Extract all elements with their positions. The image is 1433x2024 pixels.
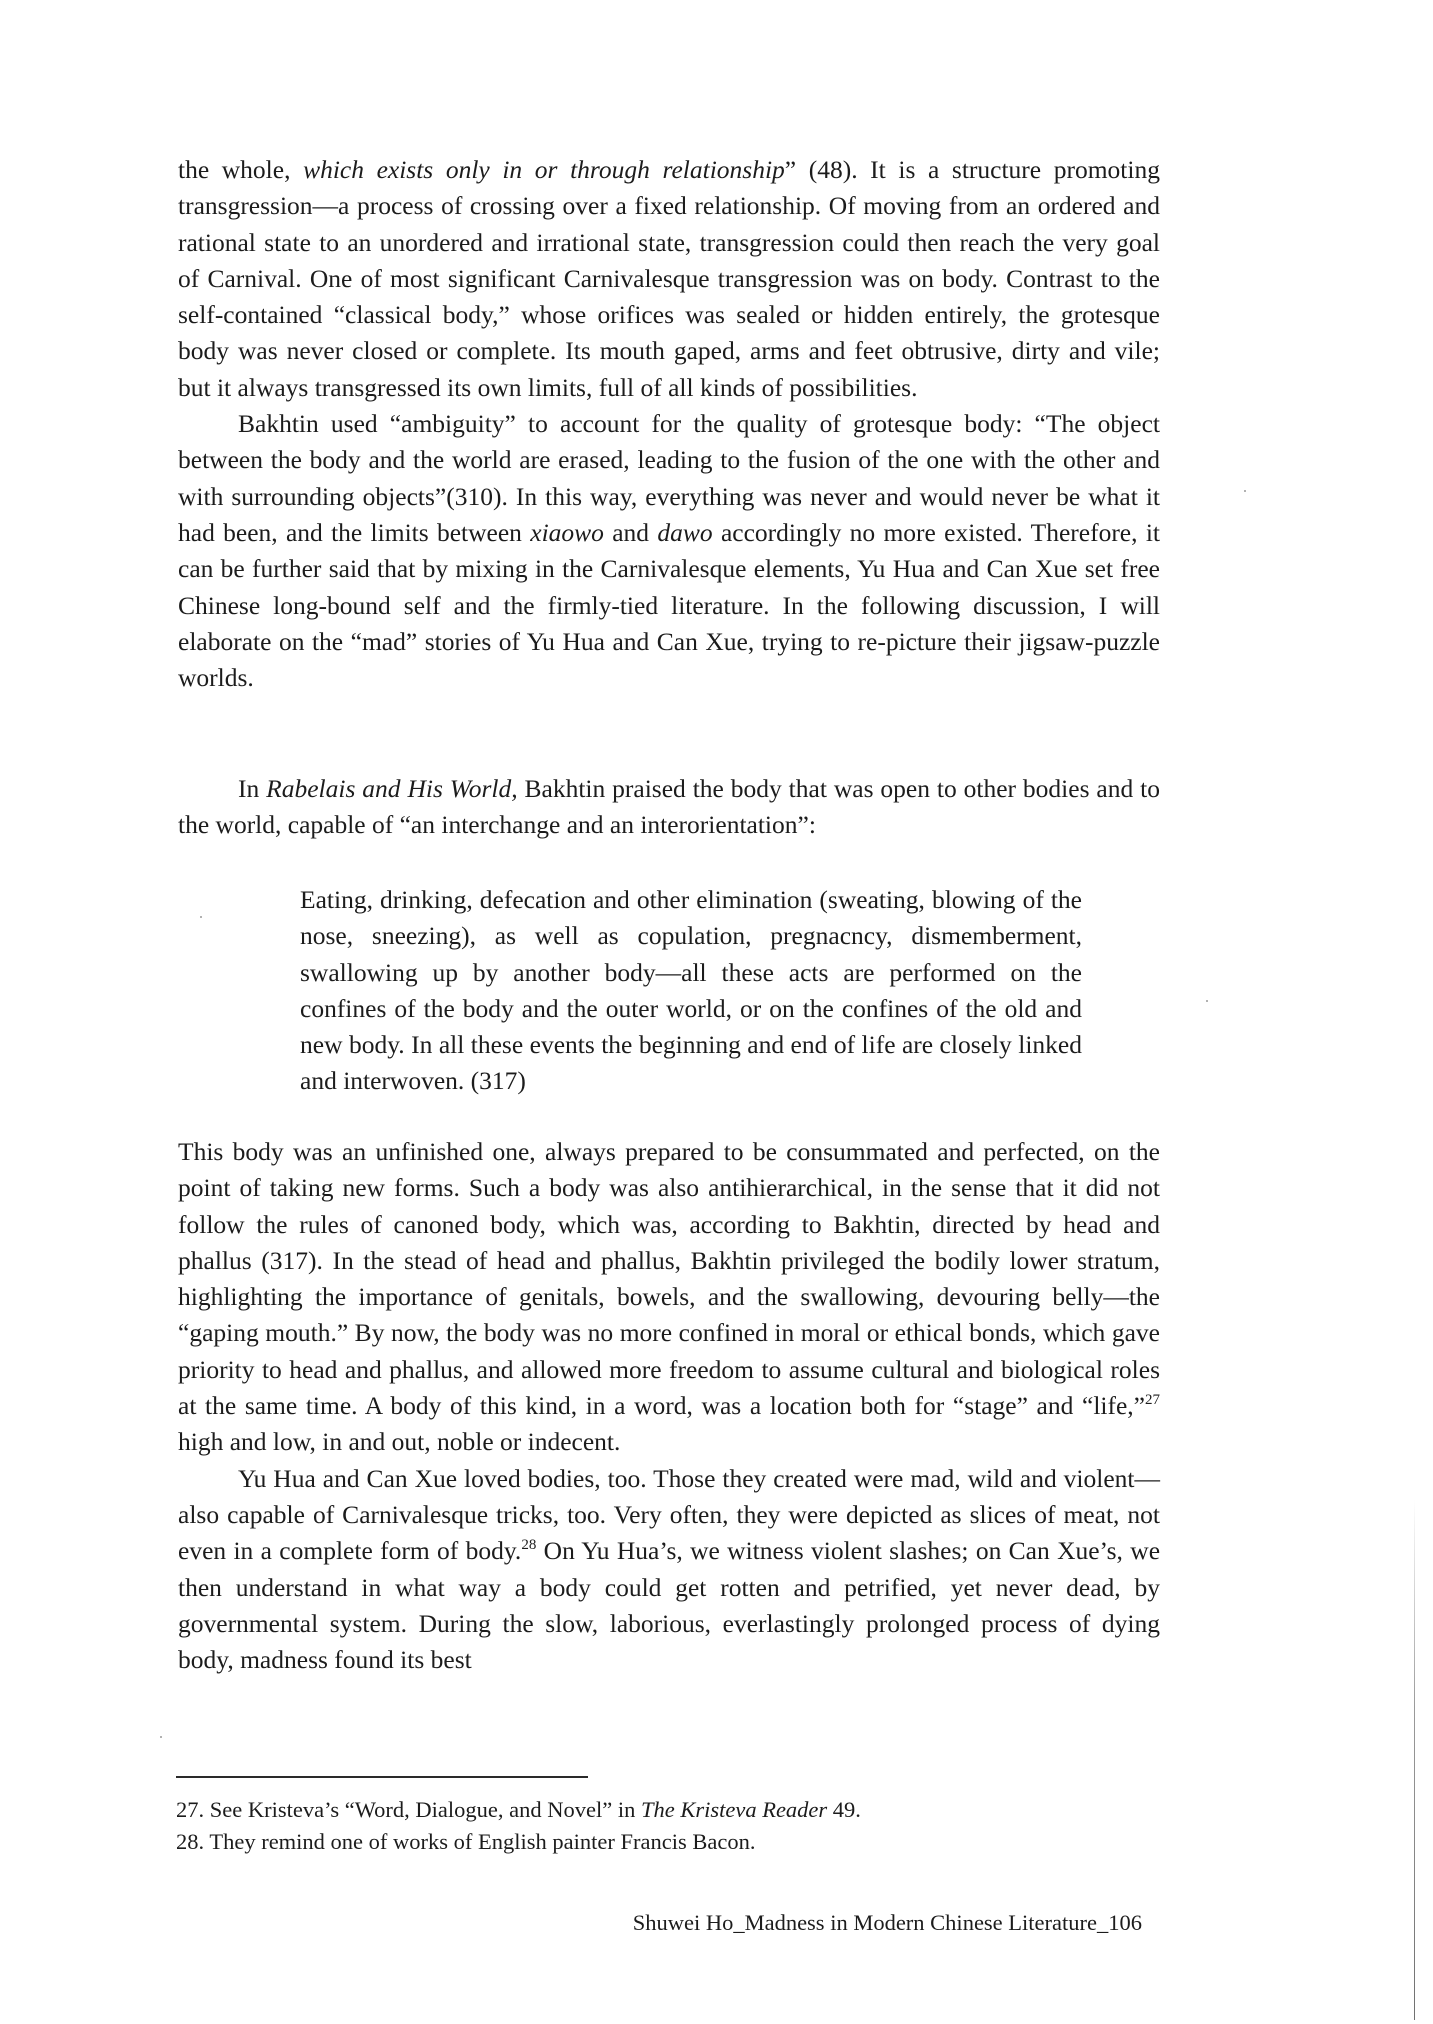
scan-edge-line [1414,1500,1415,2020]
paragraph-grotesque-body [178,152,1160,406]
text-run: Bakhtin used “ambiguity” to account for the quality of grotesque body: “The object between the body and the world are erased, leading to the fusion of the one with the other and with surrounding objects”(310). In this way, everything was never and would never be what it had been, and the limits between [178,409,1160,547]
paragraph-rabelais [178,771,1160,844]
text-run: ” (48). It is a structure promoting transgression—a process of crossing over a fixed relationship. Of moving from an ordered and rational state to an unordered and irrational state, transgression could then reach the very goal of Carnival. One of most significant Carnivalesque transgression was on body. Contrast to the self-contained “classical body,” whose orifices was sealed or hidden entirely, the grotesque body was never closed or complete. Its mouth gaped, arms and feet obtrusive, dirty and vile; but it always transgressed its own limits, full of all kinds of possibilities. [178,155,1160,402]
text-run: Yu Hua and Can Xue loved bodies, too. Those they created were mad, wild and violent—also capable of Carnivalesque tricks, too. Very often, they were depicted as slices of meat, not even in a complete form of body. [178,1463,1160,1566]
text-run: the whole, [178,155,304,184]
text-run: accordingly no more existed. Therefore, it can be further said that by mixing in the Carnivalesque elements, Yu Hua and Can Xue set free Chinese long-bound self and the firmly-tied literature. In the following discussion, I will elaborate on the “mad” stories of Yu Hua and Can Xue, trying to re-picture their jigsaw-puzzle worlds. [178,517,1160,693]
italic-run: Rabelais and His World, [266,774,518,803]
scan-speck [1244,490,1246,492]
paragraph-unfinished-body [178,1134,1160,1461]
italic-run: The Kristeva Reader [640,1797,828,1822]
text-run: 28. They remind one of works of English painter Francis Bacon. [176,1829,756,1854]
block-quote [300,882,1082,1100]
scan-speck [1206,1000,1208,1002]
text-block-top [178,152,1160,696]
running-footer: Shuwei Ho_Madness in Modern Chinese Literature_106 [632,1910,1142,1935]
text-run: and [603,517,658,547]
italic-run: xiaowo [530,517,604,547]
footnote-28 [176,1826,1156,1858]
text-run: high and low, in and out, noble or indecent. [178,1427,621,1457]
italic-run: which exists only in or through relationship [303,155,785,184]
text-run: In [238,774,267,803]
footnotes [176,1794,1156,1858]
text-run: This body was an unfinished one, always prepared to be consummated and perfected, on the point of taking new forms. Such a body was also antihierarchical, in the sense that it did not follow the rules of canoned body, which was, according to Bakhtin, directed by head and phallus (317). In the stead of head and phallus, Bakhtin privileged the bodily lower stratum, highlighting the importance of genitals, bowels, and the swallowing, devouring belly—the “gaping mouth.” By now, the body was no more confined in moral or ethical bonds, which gave priority to head and phallus, and allowed more freedom to assume cultural and biological roles at the same time. A body of this kind, in a word, was a location both for “stage” and “life,” [178,1137,1160,1421]
italic-run: dawo [657,517,713,547]
text-run: On Yu Hua’s, we witness violent slashes; on Can Xue’s, we then understand in what way a body could get rotten and petrified, yet never dead, by governmental system. During the slow, laborious, everlastingly prolonged process of dying body, madness found its best [178,1536,1161,1675]
text-block-middle [178,771,1160,844]
text-block-bottom [178,1134,1160,1678]
text-run: 27. See Kristeva’s “Word, Dialogue, and Novel” in [176,1797,641,1822]
scan-speck [200,916,202,918]
scan-speck [160,1736,162,1738]
text-run: 49. [827,1797,861,1822]
footnote-ref: 27 [1145,1392,1160,1409]
footnote-ref: 28 [521,1537,537,1554]
footnote-divider [176,1776,588,1778]
paragraph-ambiguity [178,406,1160,696]
text-run: Bakhtin praised the body that was open to other bodies and to the world, capable of “an interchange and an interorientation”: [178,774,1160,840]
paragraph-yu-hua-can-xue [178,1461,1160,1679]
text-run: Eating, drinking, defecation and other elimination (sweating, blowing of the nose, sneezing), as well as copulation, pregnacncy, dismemberment, swallowing up by another body—all these acts are performed on the confines of the body and the outer world, or on the confines of the old and new body. In all these events the beginning and end of life are closely linked and interwoven. (317) [300,885,1082,1096]
footnote-27 [176,1794,1156,1826]
